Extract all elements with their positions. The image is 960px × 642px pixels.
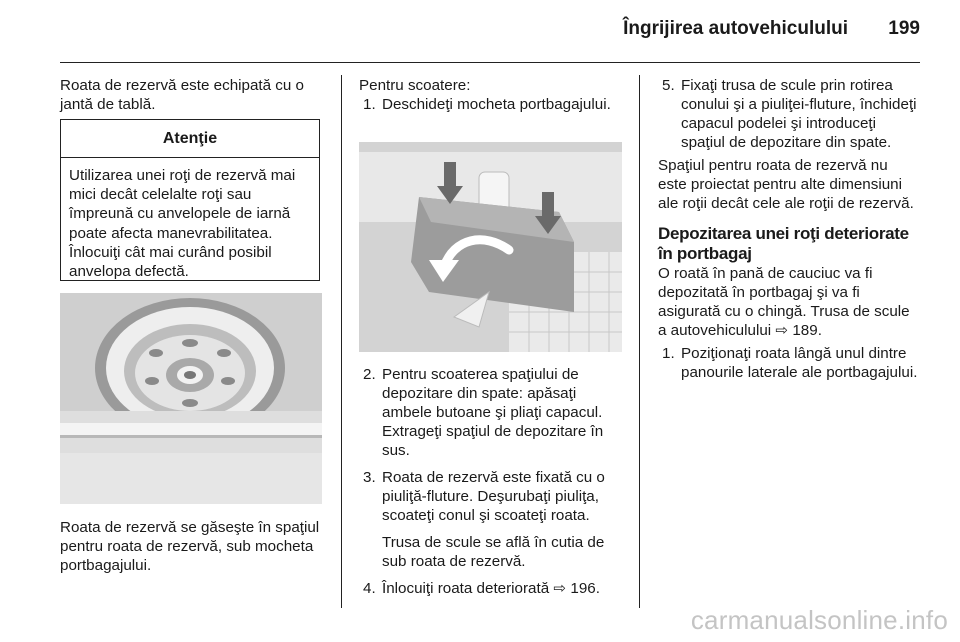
step-text: Înlocuiţi roata deteriorată [382, 580, 550, 597]
step-item [359, 579, 624, 598]
header-rule [60, 62, 920, 63]
step-item [658, 76, 920, 152]
column-1-lower [60, 518, 322, 575]
step-item [658, 344, 920, 382]
step-text: Pentru scoaterea spaţiului de depozitare din spate: apăsaţi ambele butoane şi pliaţi capacul. Extrageţi spaţiul de depozitare în sus. [382, 366, 604, 459]
column-divider-left [341, 75, 342, 608]
removal-lead: Pentru scoatere: [359, 77, 471, 94]
wheel-size-note: Spaţiul pentru roata de rezervă nu este proiectat pentru alte dimensiuni ale roţii decât cele ale roţii de rezervă. [658, 157, 914, 212]
step-text: Fixaţi trusa de scule prin rotirea conului şi a piuliţei-fluture, închideţi capacul podelei şi introduceţi spaţiul de depozitare din spate. [681, 77, 917, 151]
chapter-title: Îngrijirea autovehiculului [623, 18, 848, 39]
step-item [359, 533, 624, 571]
warning-text: Utilizarea unei roţi de rezervă mai mici decât celelalte roţi sau împreună cu anvelopele de iarnă poate afecta manevrabilitatea. Înlocuiţi cât mai curând posibil anvelopa defectă. [69, 167, 296, 281]
column-1 [60, 76, 322, 114]
step-number: 2. [363, 366, 376, 383]
spare-wheel-illustration [60, 293, 322, 504]
warning-box [60, 119, 320, 281]
section-heading: Depozitarea unei roţi deteriorate în portbagaj [658, 224, 909, 263]
spare-wheel-location-paragraph: Roata de rezervă se găseşte în spaţiul pentru roata de rezervă, sub mocheta portbagajului. [60, 519, 320, 574]
intro-paragraph: Roata de rezervă este echipată cu o jantă de tablă. [60, 77, 304, 113]
watermark: carmanualsonline.info [690, 605, 948, 635]
step-number: 1. [363, 96, 376, 113]
warning-title: Atenţie [61, 120, 319, 158]
step-number: 5. [662, 77, 675, 94]
step-number: 1. [662, 345, 675, 362]
step-item [359, 95, 624, 114]
damaged-wheel-text: O roată în pană de cauciuc va fi depozitată în portbagaj şi va fi asigurată cu o chingă. Trusa de scule a autovehiculului [658, 265, 910, 339]
step-item [359, 365, 624, 460]
storage-cover-image [359, 142, 622, 352]
page-reference-link[interactable]: 196. [570, 580, 600, 597]
step-text: Trusa de scule se află în cutia de sub roata de rezervă. [382, 534, 605, 570]
reference-arrow-icon: ⇨ [553, 580, 567, 597]
column-2-steps [359, 365, 624, 598]
step-number: 3. [363, 469, 376, 486]
column-divider-right [639, 75, 640, 608]
step-item [359, 468, 624, 525]
reference-arrow-icon: ⇨ [775, 322, 789, 339]
step-number: 4. [363, 580, 376, 597]
damaged-wheel-paragraph [658, 264, 920, 340]
step-text: Deschideţi mocheta portbagajului. [382, 96, 611, 113]
storage-cover-illustration [359, 142, 622, 352]
step-text: Poziţionaţi roata lângă unul dintre panourile laterale ale portbagajului. [681, 345, 918, 381]
page-reference-link[interactable]: 189. [792, 322, 822, 339]
spare-wheel-image [60, 293, 322, 504]
page-number: 199 [888, 18, 920, 39]
column-3 [658, 76, 920, 382]
column-2-top [359, 76, 624, 114]
step-text: Roata de rezervă este fixată cu o piuliţă-fluture. Deşurubaţi piuliţa, scoateţi conul şi scoateţi roata. [382, 469, 605, 524]
